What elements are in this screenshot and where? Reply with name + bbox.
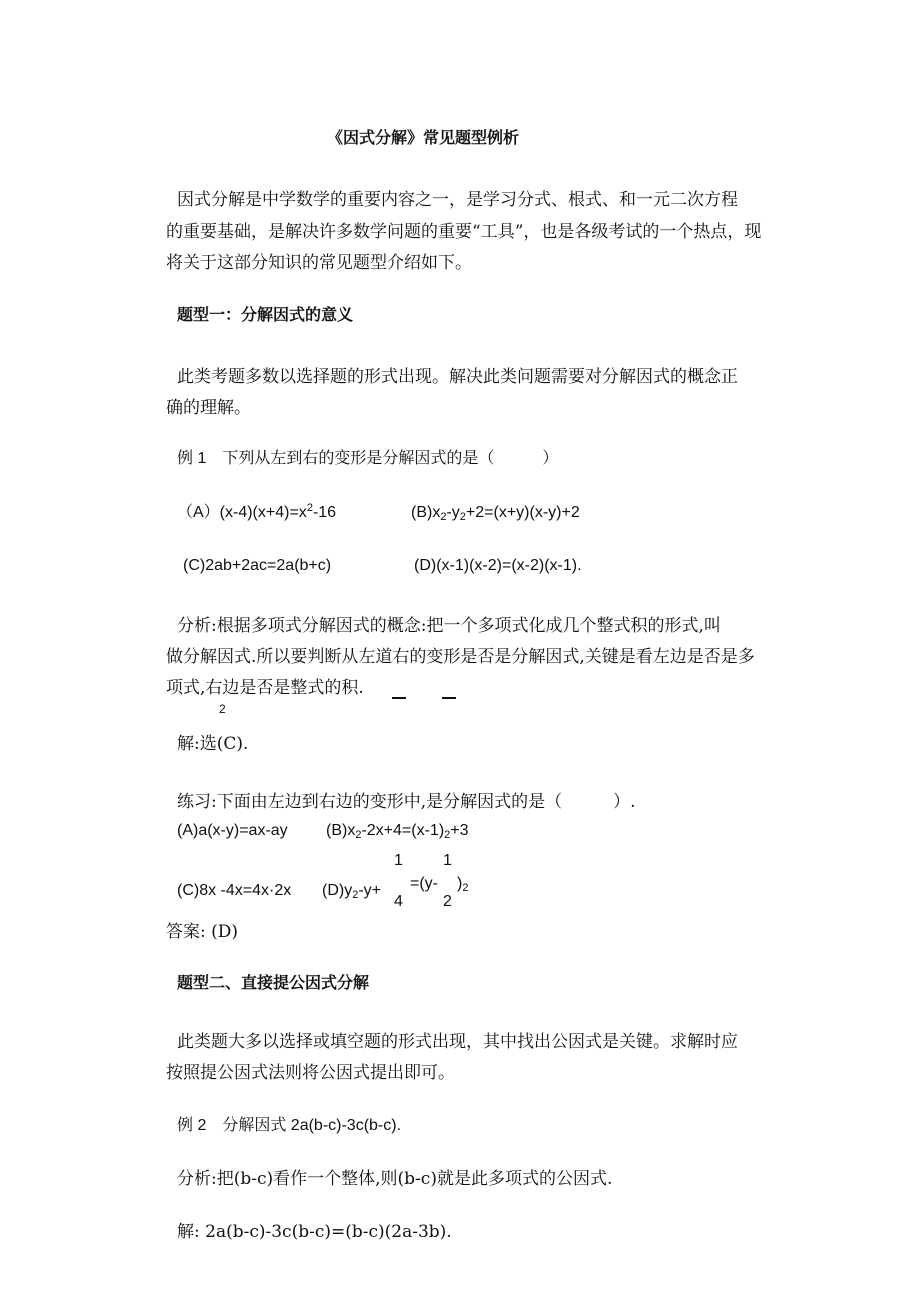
practice-option-d-close: )2 <box>457 875 469 894</box>
blank-dash-2 <box>442 697 456 699</box>
blank-dash-1 <box>392 697 406 699</box>
document-title: 《因式分解》常见题型例析 <box>327 130 520 147</box>
example-2-question: 例 2 分解因式 2a(b-c)-3c(b-c). <box>177 1117 402 1134</box>
analysis-line-2: 做分解因式.所以要判断从左道右的变形是否是分解因式,关键是看左边是否是多 <box>166 647 755 667</box>
analysis-line-3: 项式,右边是否是整式的积. <box>166 678 364 698</box>
intro-line-1: 因式分解是中学数学的重要内容之一，是学习分式、根式、和一元二次方程 <box>177 190 738 210</box>
section2-desc-line-2: 按照提公因式法则将公因式提出即可。 <box>166 1063 455 1083</box>
practice-option-d: (D)y2-y+ <box>322 882 382 901</box>
analysis-line-1: 分析:根据多项式分解因式的概念:把一个多项式化成几个整式积的形式,叫 <box>177 616 721 636</box>
fraction-2-denominator: 2 <box>443 893 452 910</box>
practice-option-c: (C)8x -4x=4x·2x <box>177 882 292 899</box>
section2-desc-line-1: 此类题大多以选择或填空题的形式出现，其中找出公因式是关键。求解时应 <box>177 1032 738 1052</box>
option-a: $(A)(x-4)(x+4)=x^2-16$ <box>177 502 337 521</box>
analysis-2: 分析:把(b-c)看作一个整体,则(b-c)就是此多项式的公因式. <box>177 1169 613 1189</box>
practice-answer: 答案: (D) <box>166 922 239 942</box>
practice-option-d-rhs: =(y- <box>410 875 438 892</box>
practice-question: 练习:下面由左边到右边的变形中,是分解因式的是（ ）. <box>177 792 636 812</box>
solution-1: 解:选(C). <box>177 734 249 754</box>
solution-2: 解: 2a(b-c)-3c(b-c)=(b-c)(2a-3b). <box>177 1222 452 1242</box>
section-heading-1: 题型一：分解因式的意义 <box>177 307 354 324</box>
fraction-2-numerator: 1 <box>443 852 452 869</box>
intro-line-2: 的重要基础，是解决许多数学问题的重要“工具”，也是各级考试的一个热点，现 <box>166 222 762 242</box>
intro-line-3: 将关于这部分知识的常见题型介绍如下。 <box>166 253 472 273</box>
option-d: (D)(x-1)(x-2)=(x-2)(x-1). <box>414 557 582 574</box>
practice-option-a: (A)a(x-y)=ax-ay <box>177 822 288 839</box>
section1-desc-line-2: 确的理解。 <box>166 398 251 418</box>
fraction-1-numerator: 1 <box>394 852 403 869</box>
fraction-1-denominator: 4 <box>394 893 403 910</box>
option-b: (B)x2-y2+2=(x+y)(x-y)+2 <box>411 504 580 523</box>
section-heading-2: 题型二、直接提公因式分解 <box>177 975 370 992</box>
option-c: (C)2ab+2ac=2a(b+c) <box>183 557 332 574</box>
section1-desc-line-1: 此类考题多数以选择题的形式出现。解决此类问题需要对分解因式的概念正 <box>177 367 738 387</box>
stray-superscript: 2 <box>219 702 226 716</box>
practice-option-b: (B)x2-2x+4=(x-1)2+3 <box>326 822 469 841</box>
example-1-question: 例 1 下列从左到右的变形是分解因式的是（ ） <box>177 450 559 467</box>
